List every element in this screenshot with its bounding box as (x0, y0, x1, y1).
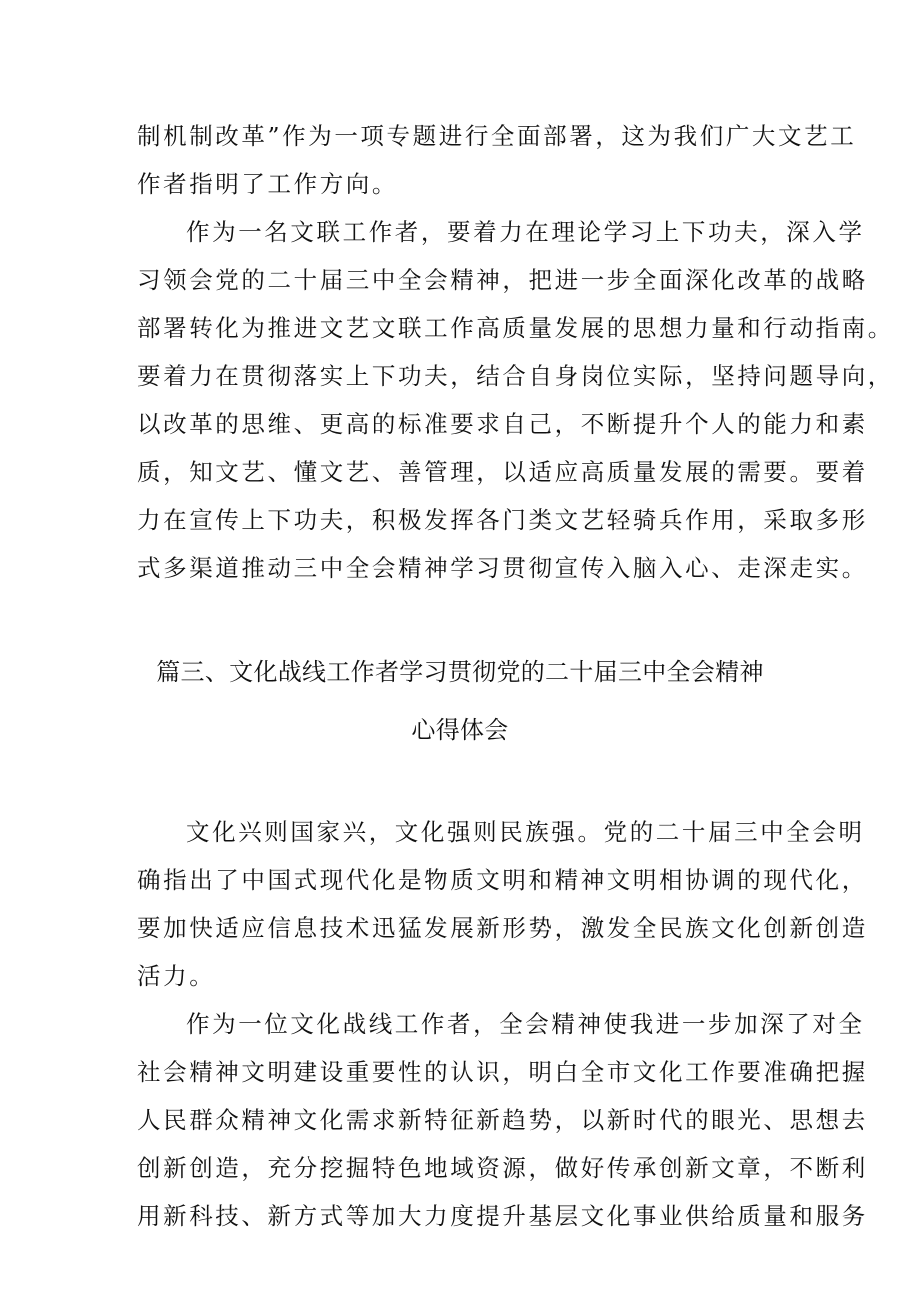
text-line: 文化兴则国家兴，文化强则民族强。党的二十届三中全会明 (186, 818, 865, 846)
text-line: 以改革的思维、更高的标准要求自己，不断提升个人的能力和素 (137, 410, 868, 438)
text-line: 活力。 (137, 962, 216, 990)
section-heading-continuation: 心得体会 (411, 716, 509, 744)
text-line: 作为一名文联工作者，要着力在理论学习上下功夫，深入学 (186, 218, 865, 246)
text-line: 要加快适应信息技术迅猛发展新形势，激发全民族文化创新创造 (137, 914, 868, 942)
text-line: 用新科技、新方式等加大力度提升基层文化事业供给质量和服务 (137, 1202, 868, 1230)
text-line: 式多渠道推动三中全会精神学习贯彻宣传入脑入心、走深走实。 (137, 554, 868, 582)
text-line: 要着力在贯彻落实上下功夫，结合自身岗位实际，坚持问题导向， (137, 362, 894, 390)
text-line: 力在宣传上下功夫，积极发挥各门类文艺轻骑兵作用，采取多形 (137, 506, 868, 534)
text-line: 质，知文艺、懂文艺、善管理，以适应高质量发展的需要。要着 (137, 458, 868, 486)
text-line: 创新创造，充分挖掘特色地域资源，做好传承创新文章，不断利 (137, 1154, 868, 1182)
text-line: 作为一位文化战线工作者，全会精神使我进一步加深了对全 (186, 1010, 865, 1038)
text-line: 人民群众精神文化需求新特征新趋势，以新时代的眼光、思想去 (137, 1106, 868, 1134)
text-line: 确指出了中国式现代化是物质文明和精神文明相协调的现代化， (137, 866, 868, 894)
text-line: 制机制改革”作为一项专题进行全面部署，这为我们广大文艺工 (137, 122, 857, 150)
text-line: 社会精神文明建设重要性的认识，明白全市文化工作要准确把握 (137, 1058, 868, 1086)
section-heading: 篇三、文化战线工作者学习贯彻党的二十届三中全会精神 (156, 658, 764, 686)
text-line: 部署转化为推进文艺文联工作高质量发展的思想力量和行动指南。 (137, 314, 894, 342)
text-line: 习领会党的二十届三中全会精神，把进一步全面深化改革的战略 (137, 266, 868, 294)
text-line: 作者指明了工作方向。 (137, 170, 398, 198)
